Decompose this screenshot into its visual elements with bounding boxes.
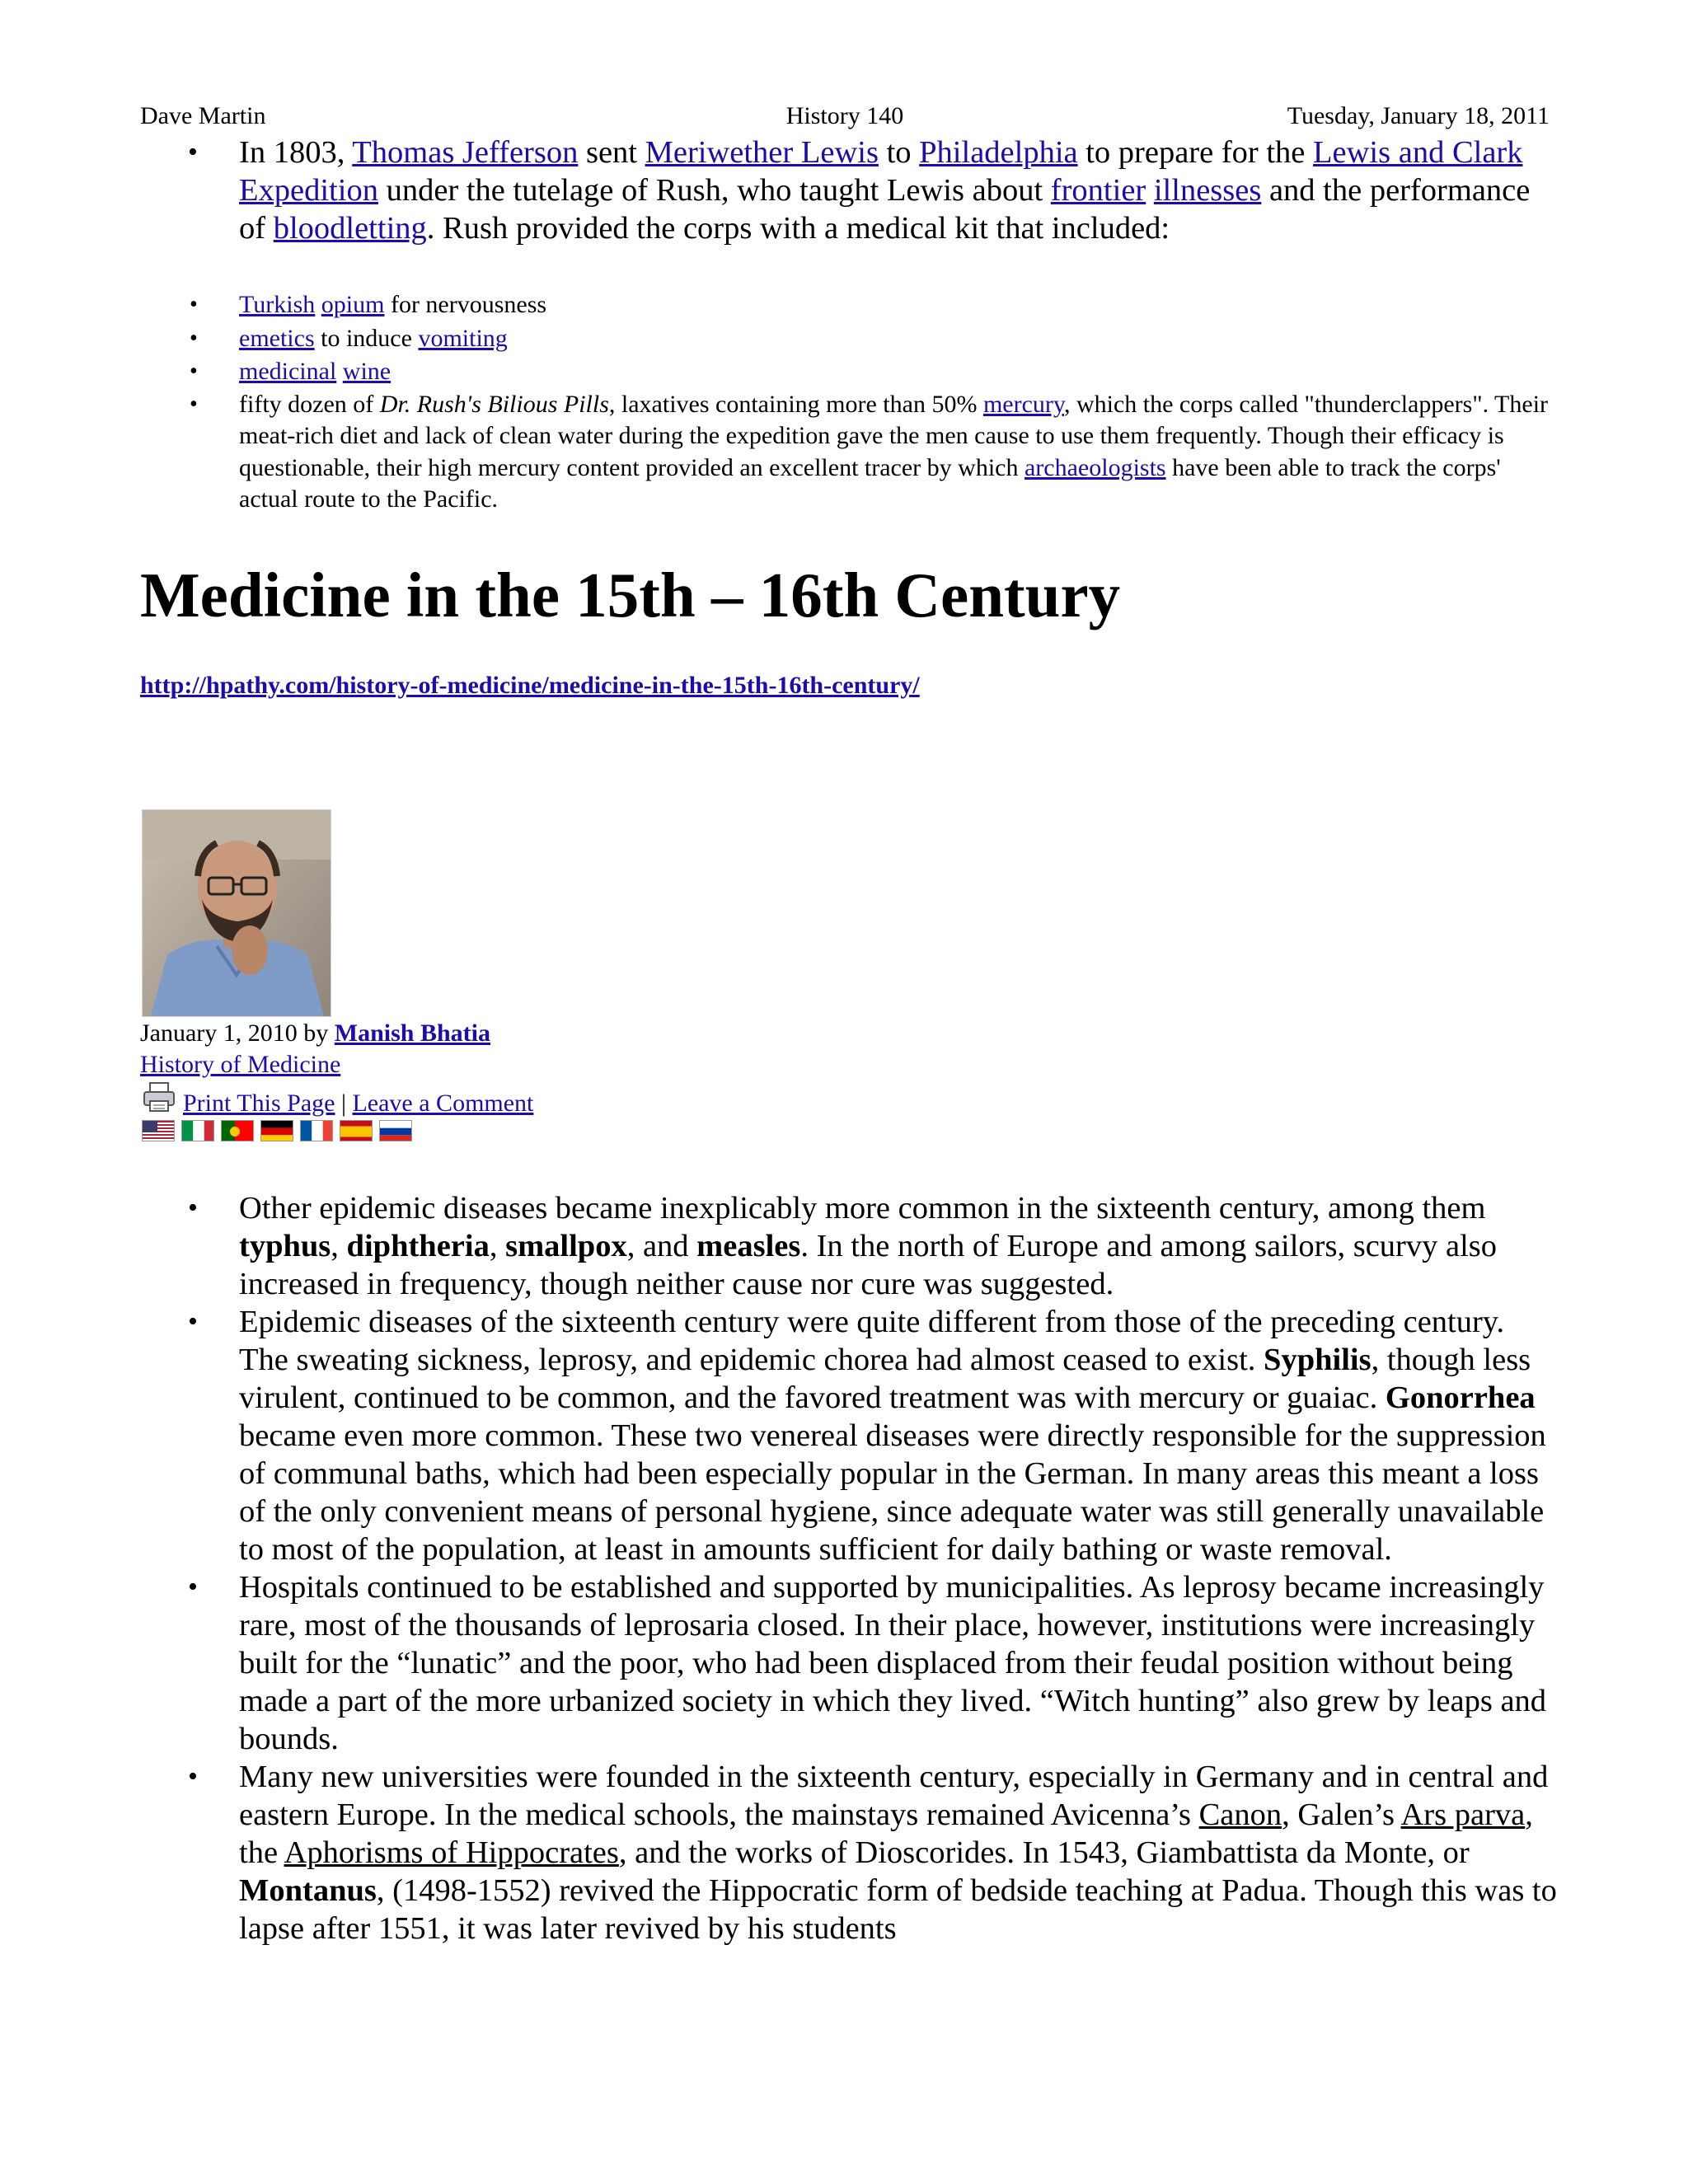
list-item <box>140 355 1558 388</box>
text-span <box>315 291 321 318</box>
flag-portugal-icon[interactable] <box>221 1120 254 1141</box>
text-span: to induce <box>314 324 419 352</box>
text-span: for nervousness <box>384 291 547 318</box>
book-canon: Canon <box>1198 1797 1282 1832</box>
text-span: , (1498-1552) revived the Hippocratic form of bedside teaching at Padua. Though this was to lapse after 1551, it was later revived by his students <box>239 1873 1557 1946</box>
text-span: In 1803, <box>239 135 353 170</box>
printer-icon[interactable] <box>142 1081 176 1113</box>
author-portrait-image <box>143 810 331 1016</box>
list-item <box>140 134 1558 247</box>
list-item <box>140 288 1558 321</box>
list-item <box>140 1758 1558 1947</box>
disease-diphtheria: diphtheria <box>346 1229 490 1263</box>
text-span: under the tutelage of Rush, who taught Lewis about <box>377 173 1051 208</box>
text-span: , the <box>239 1797 1533 1870</box>
post-date: January 1, 2010 by <box>140 1019 335 1047</box>
text-span: Hospitals continued to be established and supported by municipalities. As leprosy became increasingly rare, most of the thousands of leprosaria closed. In their place, however, institutions were increasingly built for the “lunatic” and the poor, who had been displaced from their feudal position without being made a part of the more urbanized society in which they lived. “Witch hunting” also grew by leaps and bounds. <box>239 1570 1547 1756</box>
text-span: to prepare for the <box>1077 135 1314 170</box>
text-span: fifty dozen of <box>239 390 380 418</box>
text-span: Other epidemic diseases became inexplicably more common in the sixteenth century, among them <box>239 1191 1486 1226</box>
page-header <box>140 97 1550 135</box>
text-span: , and the works of Dioscorides. In 1543, Giambattista da Monte, or <box>618 1835 1470 1870</box>
text-span: to <box>878 135 920 170</box>
list-item <box>140 1189 1558 1303</box>
book-ars-parva: Ars parva <box>1400 1797 1526 1832</box>
article-body-list <box>140 1189 1558 1947</box>
link-medicinal[interactable]: medicinal <box>239 358 337 385</box>
category-link[interactable]: History of Medicine <box>140 1051 341 1078</box>
flag-france-icon[interactable] <box>300 1120 333 1141</box>
person-montanus: Montanus <box>239 1873 377 1908</box>
author-link[interactable]: Manish Bhatia <box>334 1019 491 1047</box>
list-item <box>140 1568 1558 1758</box>
text-span: Many new universities were founded in the sixteenth century, especially in Germany and in central and eastern Europe. In the medical schools, the mainstays remained Avicenna’s <box>239 1760 1549 1832</box>
link-meriwether-lewis[interactable]: Meriwether Lewis <box>645 135 879 170</box>
intro-list <box>140 134 1558 247</box>
category-line <box>140 1048 340 1081</box>
flag-germany-icon[interactable] <box>260 1120 293 1141</box>
link-opium[interactable]: opium <box>321 291 385 318</box>
text-span <box>336 358 343 385</box>
text-span: Epidemic diseases of the sixteenth century were quite different from those of the preceding century. The sweating sickness, leprosy, and epidemic chorea had almost ceased to exist. <box>239 1305 1505 1377</box>
leave-comment-link[interactable]: Leave a Comment <box>352 1090 534 1117</box>
header-course: History 140 <box>785 102 904 129</box>
byline <box>140 1017 490 1050</box>
flag-russia-icon[interactable] <box>379 1120 412 1141</box>
flag-us-icon[interactable] <box>142 1120 175 1141</box>
disease-gonorrhea: Gonorrhea <box>1385 1380 1536 1415</box>
text-span: have been able to track the corps' actual route to the Pacific. <box>239 453 1501 513</box>
text-span: , <box>331 1229 347 1263</box>
disease-measles: measles <box>696 1229 801 1263</box>
link-philadelphia[interactable]: Philadelphia <box>919 135 1078 170</box>
text-span: became even more common. These two venereal diseases were directly responsible for the suppression of communal baths, which had been especially popular in the German. In many areas this meant a loss of the only convenient means of personal hygiene, since adequate water was still generally unavailable to most of the population, at least in amounts sufficient for daily bathing or waste removal. <box>239 1418 1546 1567</box>
link-vomiting[interactable]: vomiting <box>418 324 508 352</box>
link-thomas-jefferson[interactable]: Thomas Jefferson <box>352 135 579 170</box>
source-url-link[interactable]: http://hpathy.com/history-of-medicine/medicine-in-the-15th-16th-century/ <box>140 672 920 699</box>
text-span: sent <box>578 135 645 170</box>
medical-kit-list <box>140 288 1558 516</box>
text-span: , and <box>626 1229 697 1263</box>
text-span: , Galen’s <box>1282 1797 1401 1832</box>
book-aphorisms: Aphorisms of Hippocrates <box>284 1835 619 1870</box>
text-span: . In the north of Europe and among sailors, scurvy also increased in frequency, though neither cause nor cure was suggested. <box>239 1229 1498 1301</box>
flag-spain-icon[interactable] <box>340 1120 373 1141</box>
disease-typhus: typhus <box>239 1229 331 1263</box>
link-bloodletting[interactable]: bloodletting <box>273 211 427 246</box>
disease-smallpox: smallpox <box>505 1229 627 1263</box>
article-title: Medicine in the 15th – 16th Century <box>140 560 1121 630</box>
link-lewis-clark-expedition[interactable]: Lewis and Clark Expedition <box>239 135 1523 208</box>
header-author: Dave Martin <box>140 102 266 129</box>
text-span: , <box>489 1229 506 1263</box>
link-archaeologists[interactable]: archaeologists <box>1024 453 1166 481</box>
text-span: , though less virulent, continued to be common, and the favored treatment was with mercury or guaiac. <box>239 1343 1531 1415</box>
flag-italy-icon[interactable] <box>181 1120 214 1141</box>
list-item <box>140 389 1558 516</box>
list-item <box>140 322 1558 355</box>
author-photo <box>142 809 331 1017</box>
link-frontier[interactable]: frontier <box>1050 173 1146 208</box>
link-mercury[interactable]: mercury <box>982 390 1064 418</box>
header-date: Tuesday, January 18, 2011 <box>1287 102 1550 129</box>
separator: | <box>335 1090 353 1117</box>
text-span: , which the corps called "thunderclappers". Their meat-rich diet and lack of clean water during the expedition gave the men cause to use them frequently. Though their efficacy is questionable, their high mercury content provided an excellent tracer by which <box>239 390 1549 481</box>
text-span <box>1146 173 1154 208</box>
link-turkish[interactable]: Turkish <box>239 291 316 318</box>
link-wine[interactable]: wine <box>342 358 392 385</box>
link-emetics[interactable]: emetics <box>239 324 315 352</box>
pill-name: Dr. Rush's Bilious Pills <box>379 390 609 418</box>
print-page-link[interactable]: Print This Page <box>183 1090 335 1117</box>
print-comment-line <box>183 1087 533 1120</box>
link-illnesses[interactable]: illnesses <box>1153 173 1262 208</box>
text-span: , laxatives containing more than 50% <box>608 390 983 418</box>
list-item <box>140 1303 1558 1568</box>
text-span: . Rush provided the corps with a medical kit that included: <box>426 211 1170 246</box>
disease-syphilis: Syphilis <box>1264 1343 1372 1377</box>
text-span: and the performance of <box>239 173 1531 246</box>
